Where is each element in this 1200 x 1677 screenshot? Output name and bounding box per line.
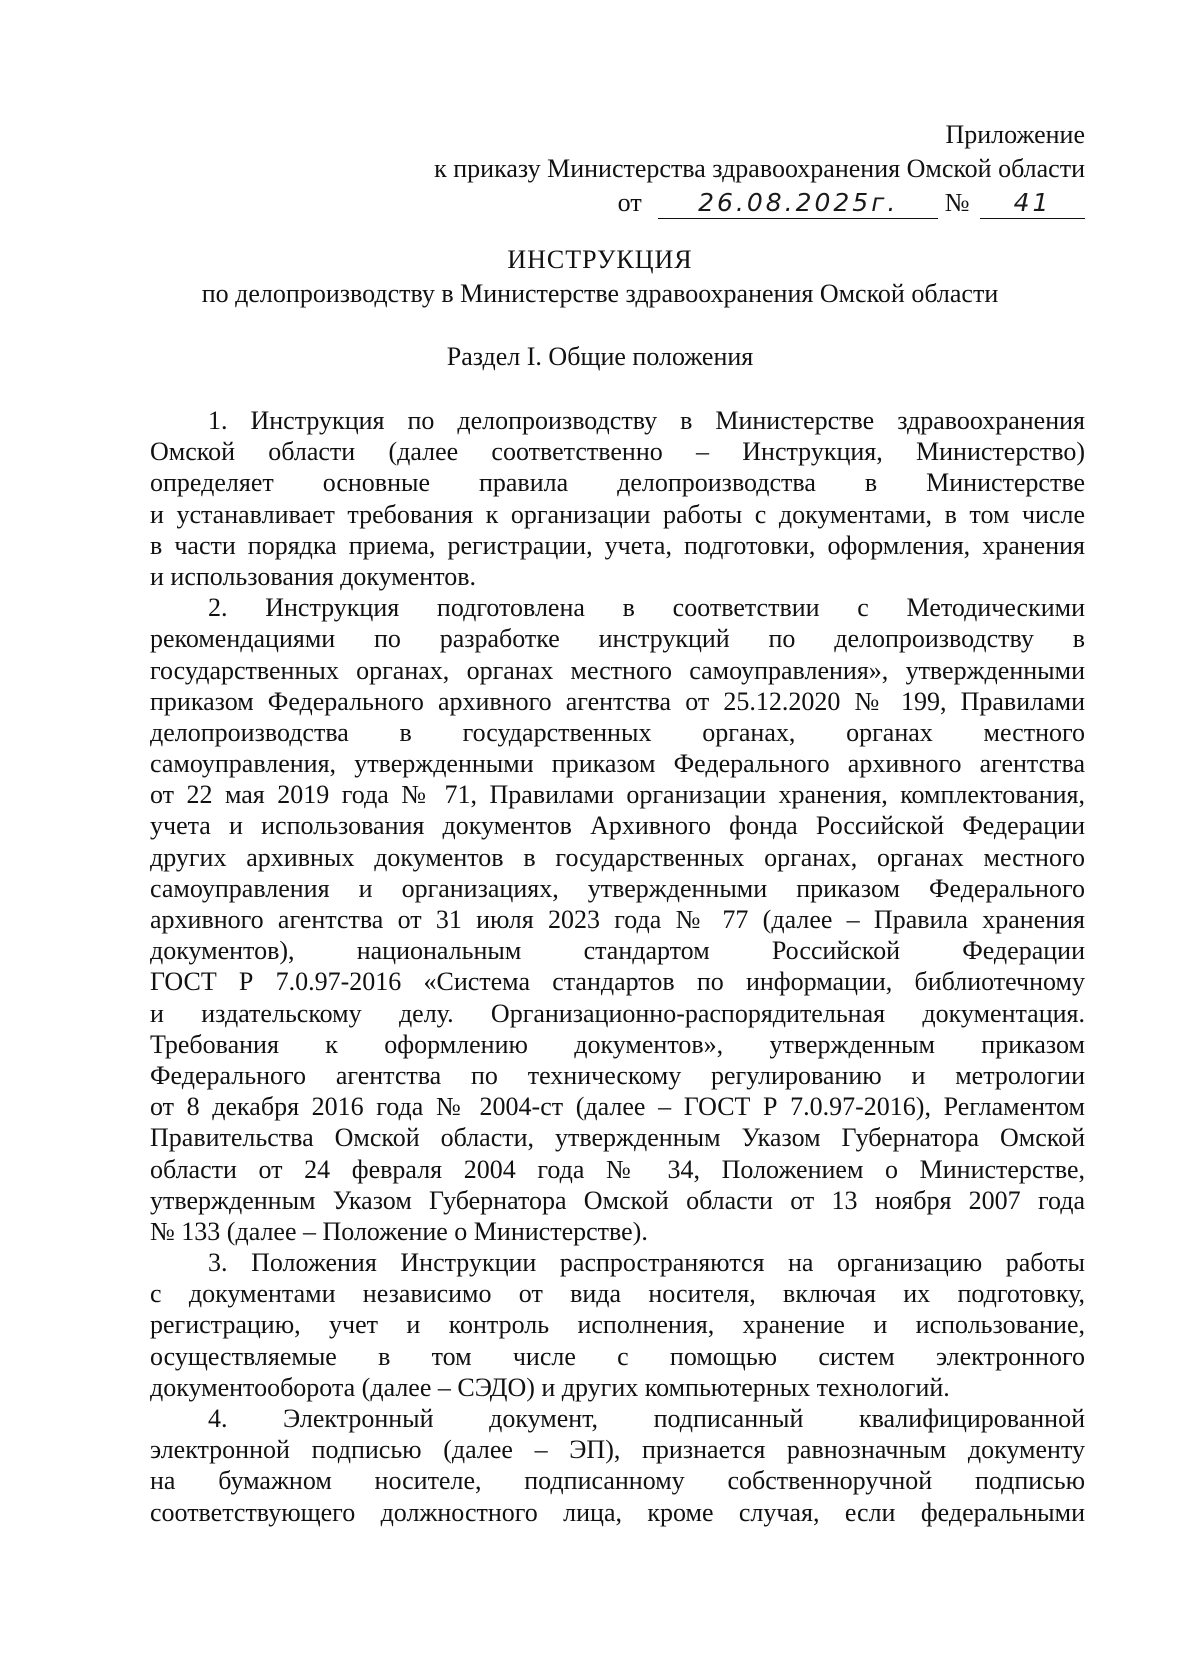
text-line: самоуправления и организациях, утвержденными приказом Федерального <box>150 873 1085 903</box>
paragraph-first-line: 3. Положения Инструкции распространяются на организацию работы <box>208 1248 1085 1278</box>
handwritten-date: 26.08.2025г. <box>658 188 938 219</box>
text-line: электронной подписью (далее – ЭП), признается равнозначным документу <box>150 1435 1085 1465</box>
text-line: и устанавливает требования к организации работы с документами, в том числе <box>150 499 1085 529</box>
text-line: Омской области (далее соответственно – Инструкция, Министерство) <box>150 437 1085 467</box>
text-line: Требования к оформлению документов», утвержденным приказом <box>150 1029 1085 1059</box>
date-prefix: от <box>617 188 642 217</box>
paragraph-first-line: 2. Инструкция подготовлена в соответствии с Методическими <box>208 593 1085 623</box>
appendix-header <box>434 118 1085 220</box>
text-line: рекомендациями по разработке инструкций по делопроизводству в <box>150 624 1085 654</box>
handwritten-number: 41 <box>980 188 1085 219</box>
text-line: и издательскому делу. Организационно-распорядительная документация. <box>150 998 1085 1028</box>
document-subtitle: по делопроизводству в Министерстве здравоохранения Омской области <box>201 279 999 308</box>
text-line: с документами независимо от вида носителя, включая их подготовку, <box>150 1279 1085 1309</box>
text-line: от 22 мая 2019 года № 71, Правилами организации хранения, комплектования, <box>150 780 1085 810</box>
text-line: других архивных документов в государственных органах, органах местного <box>150 842 1085 872</box>
text-line: архивного агентства от 31 июля 2023 года № 77 (далее – Правила хранения <box>150 905 1085 934</box>
section-title: Раздел I. Общие положения <box>446 342 754 371</box>
text-line: государственных органах, органах местного самоуправления», утвержденными <box>150 655 1085 685</box>
document-title: ИНСТРУКЦИЯ <box>507 245 693 274</box>
number-sign: № <box>944 188 970 217</box>
text-line: документооборота (далее – СЭДО) и других компьютерных технологий. <box>150 1372 950 1402</box>
text-line: Федерального агентства по техническому регулированию и метрологии <box>150 1060 1085 1090</box>
text-line: № 133 (далее – Положение о Министерстве). <box>150 1216 648 1246</box>
paragraph-first-line: 4. Электронный документ, подписанный квалифицированной <box>208 1404 1085 1433</box>
text-line: в части порядка приема, регистрации, учета, подготовки, оформления, хранения <box>150 530 1085 560</box>
body-text <box>150 405 1085 1528</box>
paragraph-first-line: 1. Инструкция по делопроизводству в Министерстве здравоохранения <box>208 406 1085 435</box>
text-line: Правительства Омской области, утвержденным Указом Губернатора Омской <box>150 1123 1085 1153</box>
text-line: самоуправления, утвержденными приказом Федерального архивного агентства <box>150 749 1085 779</box>
text-line: делопроизводства в государственных органах, органах местного <box>150 717 1085 747</box>
text-line: определяет основные правила делопроизводства в Министерстве <box>150 468 1085 498</box>
order-reference: к приказу Министерства здравоохранения Омской области <box>434 154 1085 183</box>
text-line: от 8 декабря 2016 года № 2004-ст (далее – ГОСТ Р 7.0.97-2016), Регламентом <box>150 1092 1085 1122</box>
text-line: области от 24 февраля 2004 года № 34, Положением о Министерстве, <box>150 1154 1085 1184</box>
order-date-number <box>434 186 1085 220</box>
text-line: документов), национальным стандартом Российской Федерации <box>150 936 1085 966</box>
appendix-label: Приложение <box>945 120 1085 149</box>
text-line: и использования документов. <box>150 561 477 591</box>
text-line: учета и использования документов Архивного фонда Российской Федерации <box>150 811 1085 841</box>
text-line: ГОСТ Р 7.0.97-2016 «Система стандартов по информации, библиотечному <box>150 967 1085 997</box>
text-line: регистрацию, учет и контроль исполнения, хранение и использование, <box>150 1310 1085 1340</box>
text-line: приказом Федерального архивного агентства от 25.12.2020 № 199, Правилами <box>150 686 1085 716</box>
text-line: осуществляемые в том числе с помощью систем электронного <box>150 1341 1085 1371</box>
text-line: на бумажном носителе, подписанному собственноручной подписью <box>150 1466 1085 1496</box>
text-line: соответствующего должностного лица, кроме случая, если федеральными <box>150 1497 1085 1527</box>
text-line: утвержденным Указом Губернатора Омской области от 13 ноября 2007 года <box>150 1185 1085 1215</box>
